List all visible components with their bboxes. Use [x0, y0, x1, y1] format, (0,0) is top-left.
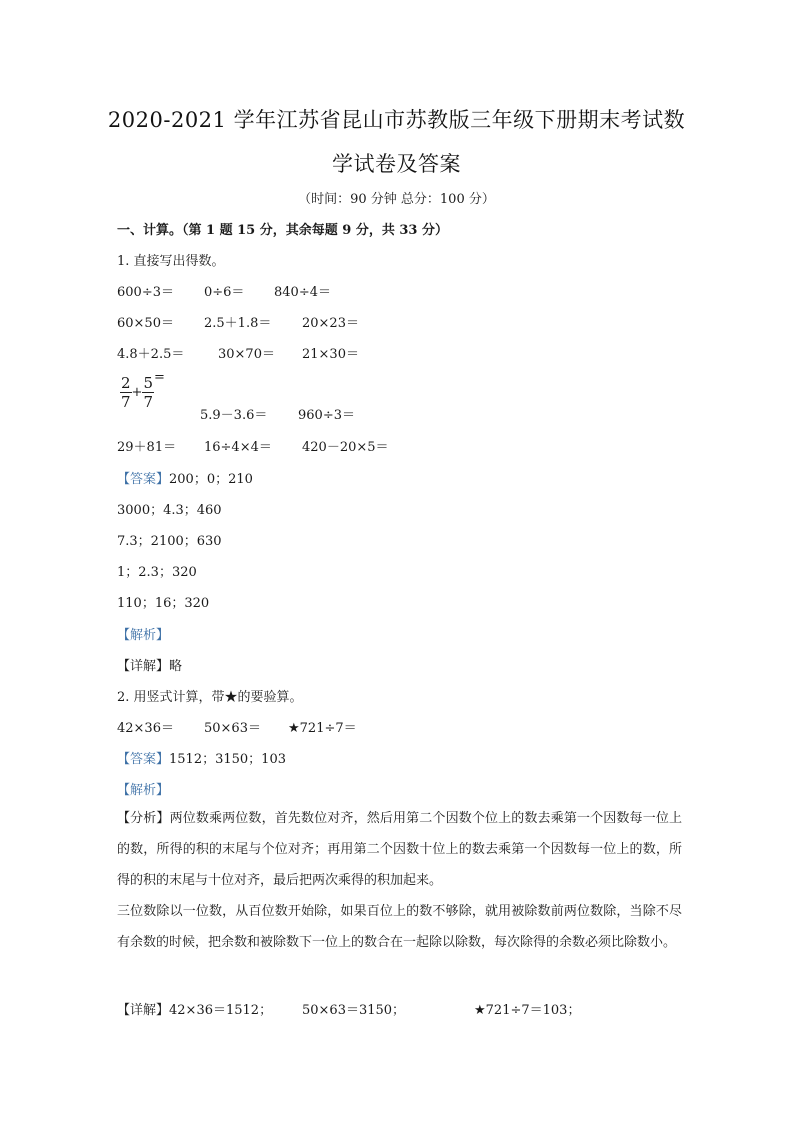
q1-expr: 960÷3＝ — [298, 408, 355, 423]
q1-expr: 840÷4＝ — [274, 285, 331, 300]
q2-detail-item: 50×63＝3150； — [302, 1003, 406, 1018]
q1-answer-line: 1；2.3；320 — [117, 565, 197, 580]
document-subtitle: （时间：90 分钟 总分：100 分） — [298, 192, 495, 207]
q1-expr: 30×70＝ — [218, 347, 275, 362]
q1-expr: 600÷3＝ — [117, 285, 174, 300]
q1-expr: 60×50＝ — [117, 316, 174, 331]
document-title-line2: 学试卷及答案 — [332, 152, 461, 176]
q2-detail-item: ★721÷7＝103； — [474, 1003, 581, 1018]
q2-analysis-paragraph-2: 三位数除以一位数，从百位数开始除，如果百位上的数不够除，就用被除数前两位数除，当除不尽有余数的时候，把余数和被除数下一位上的数合在一起除以除数，每次除得的余数必须比除数小。 — [117, 904, 682, 950]
fraction-expression: $\frac{2}{7}$ + $\frac{5}{7}$ = — [121, 370, 165, 411]
q2-expr: 50×63＝ — [204, 721, 261, 736]
q2-prompt: 2. 用竖式计算，带★的要验算。 — [117, 690, 303, 705]
q2-detail: 【详解】42×36＝1512； — [117, 1003, 273, 1018]
q1-expr: 20×23＝ — [302, 316, 359, 331]
answer-label: 【答案】 — [117, 752, 170, 767]
q1-expr: 29＋81＝ — [117, 440, 177, 455]
document-title-line1: 2020-2021 学年江苏省昆山市苏教版三年级下册期末考试数 — [107, 108, 686, 132]
answer-label: 【答案】 — [117, 472, 170, 487]
section-heading: 一、计算。（第 1 题 15 分，其余每题 9 分，共 33 分） — [117, 223, 448, 238]
q1-expr: 5.9－3.6＝ — [200, 408, 268, 423]
fraction: $\frac{2}{7}$ — [121, 374, 131, 411]
q1-expr: 0÷6＝ — [204, 285, 245, 300]
q1-answer: 【答案】200；0；210 — [117, 472, 253, 487]
q1-detail: 【详解】略 — [117, 659, 183, 674]
q2-answer: 【答案】1512；3150；103 — [117, 752, 286, 767]
q1-expr: 420－20×5＝ — [302, 440, 389, 455]
q1-expr: 2.5＋1.8＝ — [204, 316, 272, 331]
q1-expr: 21×30＝ — [302, 347, 359, 362]
q2-expr: 42×36＝ — [117, 721, 174, 736]
q1-answer-line: 7.3；2100；630 — [117, 534, 222, 549]
q1-answer-line: 110；16；320 — [117, 596, 210, 611]
q1-expr: 16÷4×4＝ — [204, 440, 272, 455]
fraction: $\frac{5}{7}$ — [143, 374, 153, 411]
q1-analysis-label: 【解析】 — [117, 628, 170, 643]
q2-expr: ★721÷7＝ — [288, 721, 357, 736]
detail-label: 【详解】 — [117, 1003, 170, 1018]
q2-analysis-paragraph-1: 【分析】两位数乘两位数，首先数位对齐，然后用第二个因数个位上的数去乘第一个因数每一位上的数，所得的积的末尾与个位对齐；再用第二个因数十位上的数去乘第一个因数每一位上的数，所得的积的末尾与十位对齐，最后把两次乘得的积加起来。 — [117, 811, 682, 888]
analysis-heading: 【分析】 — [117, 811, 170, 826]
q1-prompt: 1. 直接写出得数。 — [117, 254, 225, 269]
detail-label: 【详解】 — [117, 659, 170, 674]
q2-analysis-label: 【解析】 — [117, 783, 170, 798]
q1-answer-line: 3000；4.3；460 — [117, 503, 222, 518]
q1-expr: 4.8＋2.5＝ — [117, 347, 185, 362]
